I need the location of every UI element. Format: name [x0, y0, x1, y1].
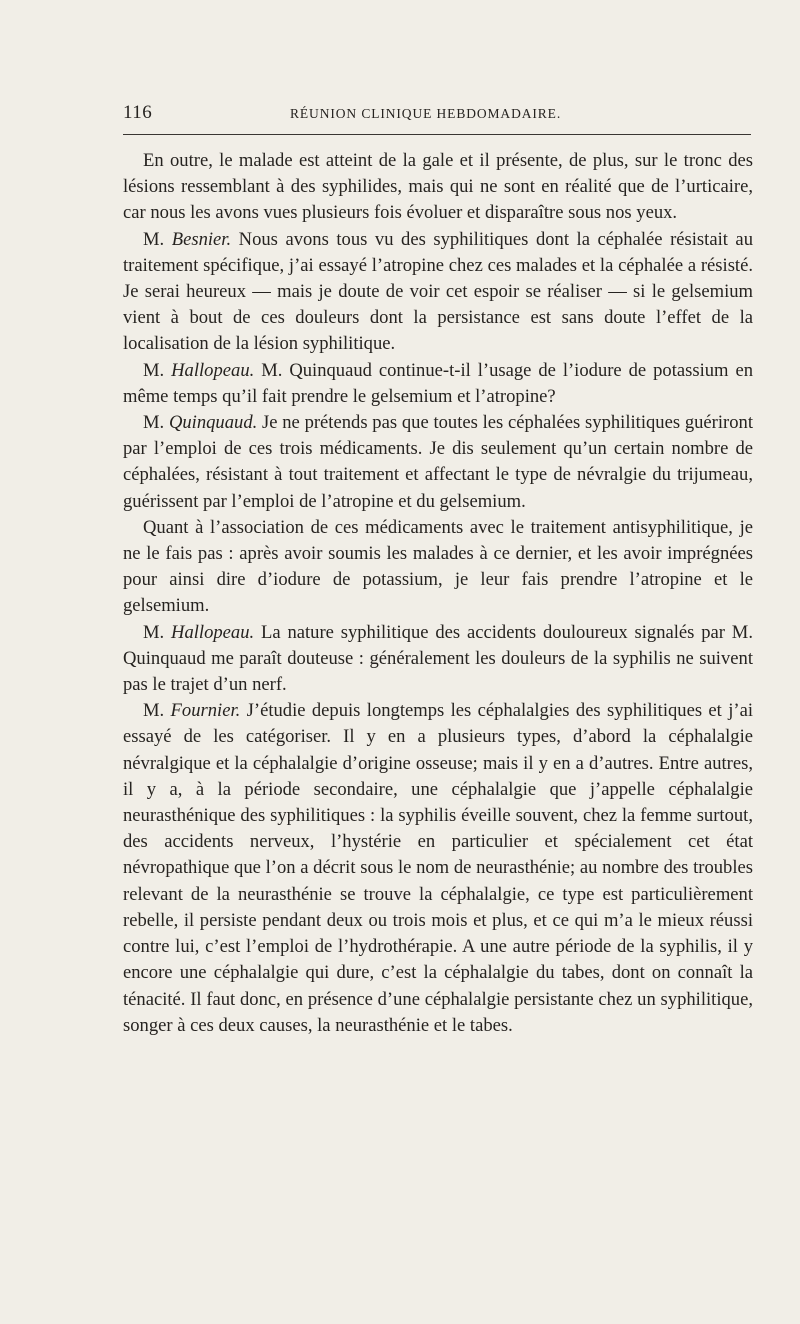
paragraph: [123, 227, 753, 358]
paragraph: [123, 148, 753, 227]
paragraph: [123, 515, 753, 620]
speaker-name: Besnier.: [171, 228, 232, 250]
speaker-honorific: M.: [143, 700, 171, 722]
speaker-honorific: M.: [143, 621, 172, 643]
paragraph-text: M. Quinquaud continue-t-il l’usage de l’iodure de potassium en même temps qu’il fait prendre le gelsemium et l’atropine?: [123, 359, 753, 407]
body-text: [123, 148, 753, 1039]
paragraph-text: Quant à l’association de ces médicaments avec le traitement antisyphilitique, je ne le fais pas : après avoir soumis les malades à ce dernier, et les avoir imprégnées pour ainsi dire d’iodure de potassium, je leur fais prendre l’atropine et le gelsemium.: [123, 516, 753, 617]
speaker-name: Fournier.: [170, 700, 241, 722]
speaker-name: Hallopeau.: [171, 359, 255, 381]
paragraph: [123, 698, 753, 1039]
paragraph-text: En outre, le malade est atteint de la gale et il présente, de plus, sur le tronc des lésions ressemblant à des syphilides, mais qui ne sont en réalité que de l’urticaire, car nous les avons vues plusieurs fois évoluer et disparaître sous nos yeux.: [123, 150, 753, 224]
speaker-honorific: M.: [143, 228, 172, 250]
paragraph-text: La nature syphilitique des accidents douloureux signalés par M. Quinquaud me paraît douteuse : généralement les douleurs de la syphilis ne suivent pas le trajet d’un nerf.: [123, 621, 753, 696]
paragraph-text: J’étudie depuis longtemps les céphalalgies des syphilitiques et j’ai essayé de les catégoriser. Il y en a plusieurs types, d’abord la céphalalgie névralgique et la céphalalgie d’origine osseuse; mais il y en a d’autres. Entre autres, il y a, à la période secondaire, une céphalalgie que j’appelle céphalalgie neurasthénique des syphilitiques : la syphilis éveille souvent, chez la femme surtout, des accidents nerveux, l’hystérie en particulier et spécialement cet état névropathique que l’on a décrit sous le nom de neurasthénie; au nombre des troubles relevant de la neurasthénie se trouve la céphalalgie, ce type est particulièrement rebelle, il persiste pendant deux ou trois mois et plus, et ce qui m’a le mieux réussi contre lui, c’est l’emploi de l’hydrothérapie. A une autre période de la syphilis, il y encore une céphalalgie qui dure, c’est la céphalalgie du tabes, dont on connaît la ténacité. Il faut donc, en présence d’une céphalalgie persistante chez un syphilitique, songer à ces deux causes, la neurasthénie et le tabes.: [123, 700, 753, 1036]
paragraph: [123, 620, 753, 699]
speaker-name: Hallopeau.: [171, 621, 255, 643]
running-title: RÉUNION CLINIQUE HEBDOMADAIRE.: [290, 106, 562, 121]
running-head: [123, 102, 752, 130]
speaker-honorific: M.: [143, 412, 169, 434]
speaker-honorific: M.: [143, 359, 172, 381]
speaker-name: Quinquaud.: [168, 412, 258, 434]
paragraph: [123, 410, 753, 515]
paragraph: [123, 358, 753, 410]
header-rule: [123, 134, 751, 135]
paragraph-text: Nous avons tous vu des syphilitiques dont la céphalée résistait au traitement spécifique, j’ai essayé l’atropine chez ces malades et la céphalée a résisté. Je serai heureux — mais je doute de voir cet espoir se réaliser — si le gelsemium vient à bout de ces douleurs dont la persistance est sans doute l’effet de la localisation de la lésion syphilitique.: [123, 228, 753, 355]
paragraph-text: Je ne prétends pas que toutes les céphalées syphilitiques guériront par l’emploi de ces trois médicaments. Je dis seulement qu’un certain nombre de céphalées, résistant à tout traitement et affectant le type de névralgie du trijumeau, guérissent par l’emploi de l’atropine et du gelsemium.: [123, 412, 753, 512]
page-number: 116: [123, 102, 153, 123]
